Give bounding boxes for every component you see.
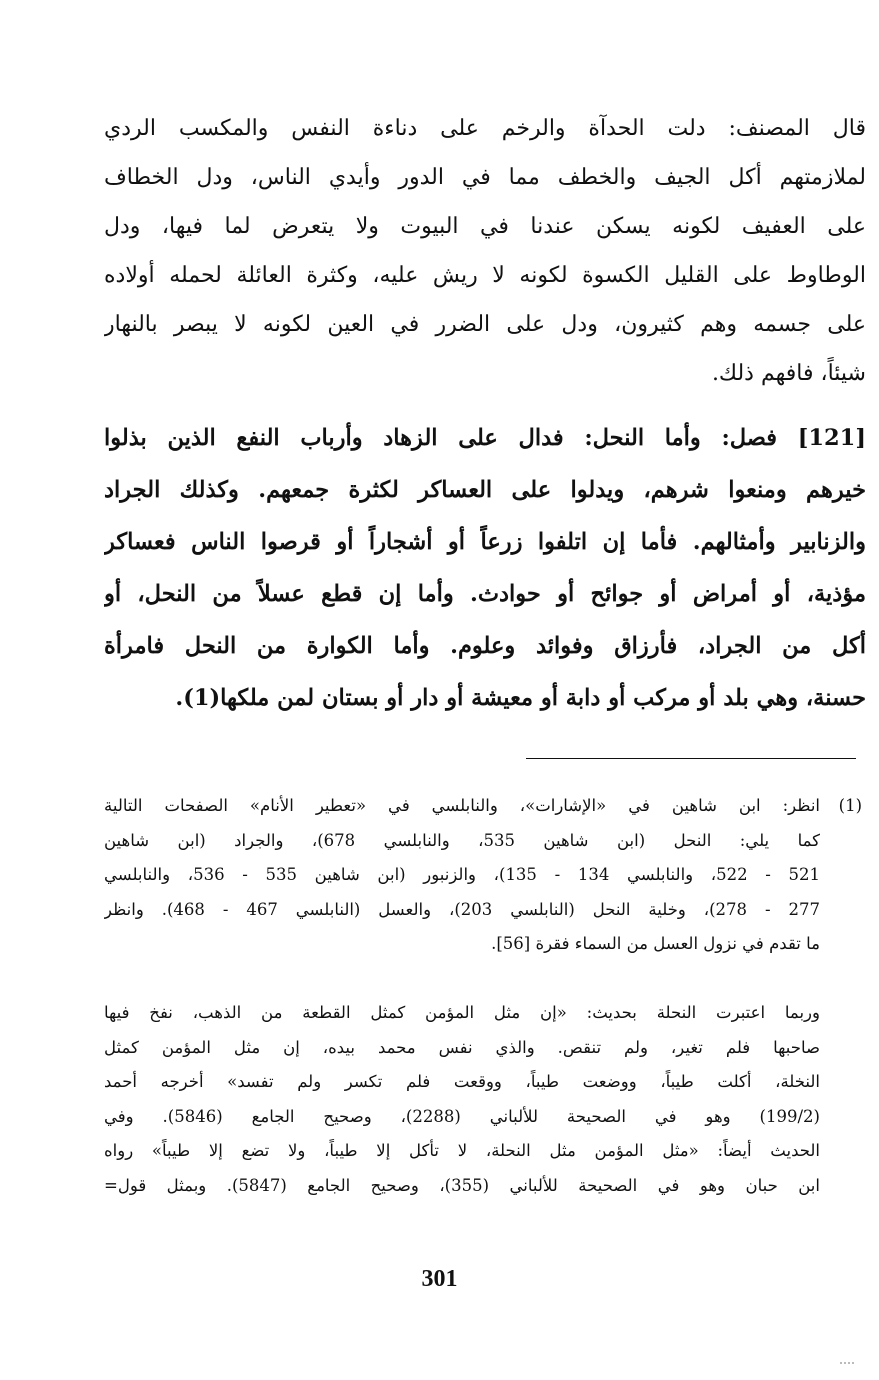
footnote-continuation: [104, 996, 820, 1203]
footnote-line: (199/2) وهو في الصحيحة للألباني (2288)، وصحيح الجامع (5846). وفي: [104, 1106, 820, 1126]
paragraph-1: [104, 104, 866, 398]
footnote-line: انظر: ابن شاهين في «الإشارات»، والنابلسي في «تعطير الأنام» الصفحات التالية: [104, 796, 820, 815]
scan-speck: [840, 1362, 854, 1367]
footnote-number: (1): [838, 796, 862, 815]
paragraph-line: قال المصنف: دلت الحدآة والرخم على دناءة النفس والمكسب الردي: [104, 116, 866, 141]
paragraph-2-bees: [104, 412, 866, 724]
paragraph-line: الوطاوط على القليل الكسوة لكونه لا ريش عليه، وكثرة العائلة لحمله أولاده: [104, 263, 866, 288]
footnote-line: ابن حبان وهو في الصحيحة للألباني (355)، وصحيح الجامع (5847). وبمثل قول=: [104, 1175, 820, 1195]
footnote-line: 521 - 522، والنابلسي 134 - 135)، والزنبور (ابن شاهين 535 - 536، والنابلسي: [104, 865, 820, 884]
paragraph-line: حسنة، وهي بلد أو مركب أو دابة أو معيشة أو دار أو بستان لمن ملكها(1).: [175, 685, 866, 711]
paragraph-line: على العفيف لكونه يسكن عندنا في البيوت ولا يتعرض لما فيها، ودل: [104, 214, 866, 239]
paragraph-line: مؤذية، أو أمراض أو جوائح أو حوادث. وأما إن قطع عسلاً من النحل، أو: [104, 581, 866, 607]
footnote-line: النخلة، أكلت طيباً، ووضعت طيباً، ووقعت فلم تكسر ولم تفسد» أخرجه أحمد: [104, 1072, 820, 1091]
footnote-line: كما يلي: النحل (ابن شاهين 535، والنابلسي 678)، والجراد (ابن شاهين: [104, 830, 820, 850]
paragraph-line: على جسمه وهم كثيرون، ودل على الضرر في العين لكونه لا يبصر بالنهار: [104, 312, 866, 337]
paragraph-line: [121] فصل: وأما النحل: فدال على الزهاد وأرباب النفع الذين بذلوا: [104, 425, 866, 451]
footnote-line: ما تقدم في نزول العسل من السماء فقرة [56].: [491, 934, 820, 953]
footnote-separator: [526, 758, 856, 759]
footnote-1: [104, 789, 820, 962]
page-number: 301: [421, 1266, 458, 1292]
footnote-line: 277 - 278)، وخلية النحل (النابلسي 203)، والعسل (النابلسي 467 - 468). وانظر: [104, 899, 820, 919]
footnote-line: وربما اعتبرت النحلة بحديث: «إن مثل المؤمن كمثل القطعة من الذهب، نفخ فيها: [104, 1003, 820, 1022]
paragraph-line: شيئاً، فافهم ذلك.: [711, 361, 866, 386]
paragraph-line: خيرهم ومنعوا شرهم، ويدلوا على العساكر لكثرة جمعهم. وكذلك الجراد: [104, 477, 866, 503]
paragraph-line: لملازمتهم أكل الجيف والخطف مما في الدور وأيدي الناس، ودل الخطاف: [104, 165, 866, 190]
footnote-line: صاحبها فلم تغير، ولم تنقص. والذي نفس محمد بيده، إن مثل المؤمن كمثل: [104, 1037, 820, 1057]
paragraph-line: والزنابير وأمثالهم. فأما إن اتلفوا زرعاً أو أشجاراً أو قرصوا الناس فعساكر: [104, 529, 866, 555]
footnote-line: الحديث أيضاً: «مثل المؤمن مثل النحلة، لا تأكل إلا طيباً، ولا تضع إلا طيباً» رواه: [104, 1141, 820, 1160]
paragraph-line: أكل من الجراد، فأرزاق وفوائد وعلوم. وأما الكوارة من النحل فامرأة: [104, 633, 866, 659]
